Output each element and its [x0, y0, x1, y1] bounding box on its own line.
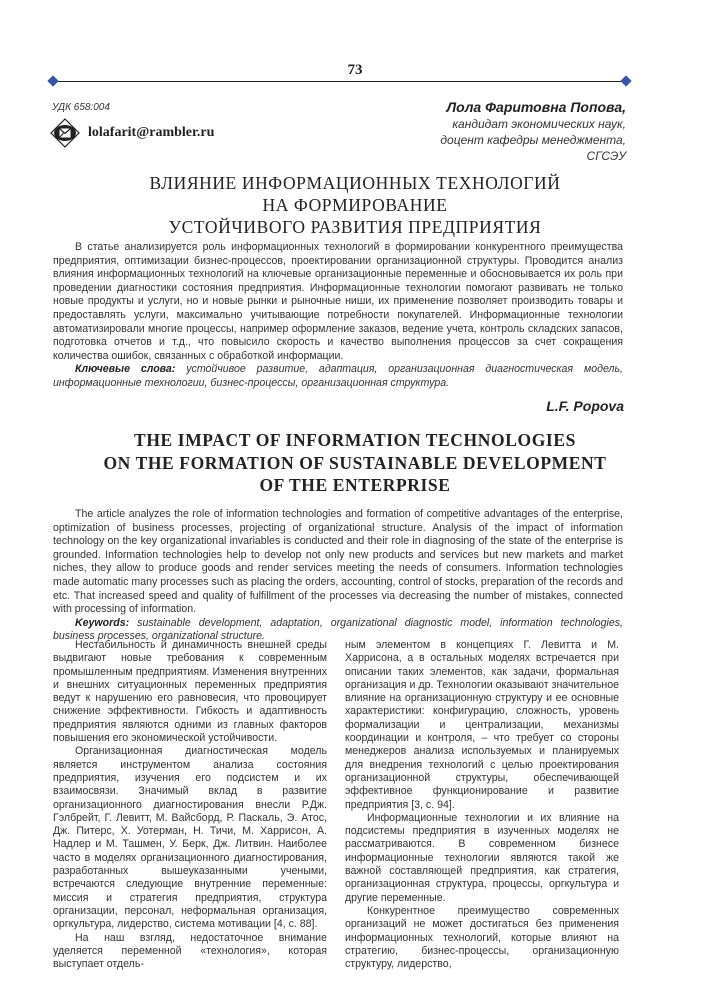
author-name-ru: Лола Фаритовна Попова,	[446, 99, 626, 115]
body-paragraph: На наш взгляд, недостаточное внимание уделяется переменной «технология», которая выступает отдель-	[53, 931, 327, 971]
author-block-ru	[440, 98, 626, 164]
author-en: L.F. Popova	[546, 398, 624, 414]
author-position: доцент кафедры менеджмента,	[440, 133, 626, 147]
body-paragraph: Информационные технологии и их влияние на подсистемы предприятия в изученных моделях не рассматриваются. В современном бизнесе информационные технологии являются такой же важной составляющей предприятия, как стратегия, организационная структура, процессы, оргкультура и другие переменные.	[345, 811, 619, 904]
title-ru-line: НА ФОРМИРОВАНИЕ	[262, 195, 448, 215]
title-en-line: ON THE FORMATION OF SUSTAINABLE DEVELOPMENT	[103, 452, 607, 473]
abstract-ru	[53, 241, 623, 391]
abstract-en	[53, 508, 623, 644]
body-paragraph: ным элементом в концепциях Г. Левитта и М. Харрисона, а в остальных моделях встречается при описании таких элементов, как задачи, формальная организация и др. Технологии оказывают значительное влияние на организационную структуру и ее основные характеристики: конфигурацию, сложность, уровень формализации и централизации, механизмы координации и контроля, – что требует со стороны менеджеров анализа используемых и планируемых для внедрения технологий с целью проектирования организационной структуры, обеспечивающей эффективное функционирование и развитие предприятия [3, с. 94].	[345, 639, 619, 811]
title-en	[0, 429, 710, 497]
title-en-line: OF THE ENTERPRISE	[259, 475, 451, 495]
email-row	[50, 118, 214, 148]
author-email[interactable]: lolafarit@rambler.ru	[88, 125, 215, 140]
page-number: 73	[347, 62, 363, 78]
keywords-ru-label: Ключевые слова:	[75, 363, 176, 376]
body-paragraph: Конкурентное преимущество современных организаций не может достигаться без применения информационных технологий, которые влияют на стратегию, бизнес-процессы, организационную структуру, лидерство,	[345, 904, 619, 971]
abstract-ru-text: В статье анализируется роль информационных технологий в формировании конкурентного преимущества предприятия, оптимизации бизнес-процессов, проектировании организационной структуры. Проводится анализ влияния информационных технологий на ключевые организационные переменные и обосновывается их роль при проведении диагностики состояния предприятия. Информационные технологии помогают развивать не только новые продукты и услуги, но и новые рынки и рыночные ниши, их применение позволяет производить товары и предоставлять услуги, максимально учитывающие потребности покупателей. Информационные технологии автоматизировали многие процессы, например оформление заказов, ведение учета, контроль складских запасов, подготовка отчетов и т.д., что повысило скорость и качество выполнения процессов за счет сокращения количества ошибок, связанных с обработкой информации.	[53, 241, 623, 362]
keywords-ru-text: устойчивое развитие, адаптация, организационная диагностическая модель, информационные технологии, бизнес-процессы, организационная структура.	[53, 363, 623, 389]
body-column-right	[345, 639, 619, 971]
title-ru-line: ВЛИЯНИЕ ИНФОРМАЦИОННЫХ ТЕХНОЛОГИЙ	[149, 173, 561, 193]
keywords-ru	[53, 363, 623, 390]
envelope-icon	[50, 118, 80, 148]
title-en-line: THE IMPACT OF INFORMATION TECHNOLOGIES	[134, 430, 576, 450]
body-paragraph: Организационная диагностическая модель является инструментом анализа состояния предприятия, изучения его подсистем и их взаимосвязи. Значимый вклад в развитие организационного диагностирования внесли Р.Дж. Гэлбрейт, Г. Левитт, М. Вайсборд, Р. Паскаль, Э. Атос, Дж. Питерс, Х. Уотерман, Н. Тичи, М. Харрисон, А. Надлер и М. Ташмен, У. Берк, Дж. Литвин. Наиболее часто в моделях организационного диагностирования, разработанных вышеуказанными учеными, встречаются следующие внутренние переменные: миссия и стратегия предприятия, структура организации, персонал, неформальная организация, оргкультура, лидерство, система мотивации [4, с. 88].	[53, 745, 327, 931]
title-ru	[0, 172, 710, 238]
keywords-en-text: sustainable development, adaptation, organizational diagnostic model, information technologies, business processes, organizational structure.	[53, 616, 623, 643]
body-column-left	[53, 639, 327, 971]
author-affiliation: СГСЭУ	[586, 149, 626, 163]
body-paragraph: Нестабильность и динамичность внешней среды выдвигают новые требования к современным промышленным предприятиям. Изменения внутренних и внешних ситуационных переменных предприятия ведут к нарушению его равновесия, что провоцирует снижение эффективности. Гибкость и адаптивность предприятия являются одними из главных факторов повышения его экономической устойчивости.	[53, 639, 327, 745]
header-rule	[52, 81, 626, 82]
abstract-en-text: The article analyzes the role of information technologies and formation of competitive advantages of the enterprise, optimization of business processes, projecting of organizational structure. Analysis of the impact of information technology on the key organizational invariables is conducted and their role in diagnosing of the state of the enterprise is grounded. Information technologies help to develop not only new products and services but new markets and market niches, they allow to produce goods and render services meeting the needs of consumers. Information technologies made automatic many processes such as placing the orders, accounting, control of stocks, preparation of the records and etc. That increased speed and quality of fulfillment of the processes via decreasing the number of mistakes, connected with processing of information.	[53, 508, 623, 616]
keywords-en-label: Keywords:	[75, 616, 130, 629]
udk-code: УДК 658:004	[52, 102, 110, 113]
title-ru-line: УСТОЙЧИВОГО РАЗВИТИЯ ПРЕДПРИЯТИЯ	[168, 217, 542, 237]
author-degree: кандидат экономических наук,	[452, 117, 626, 131]
